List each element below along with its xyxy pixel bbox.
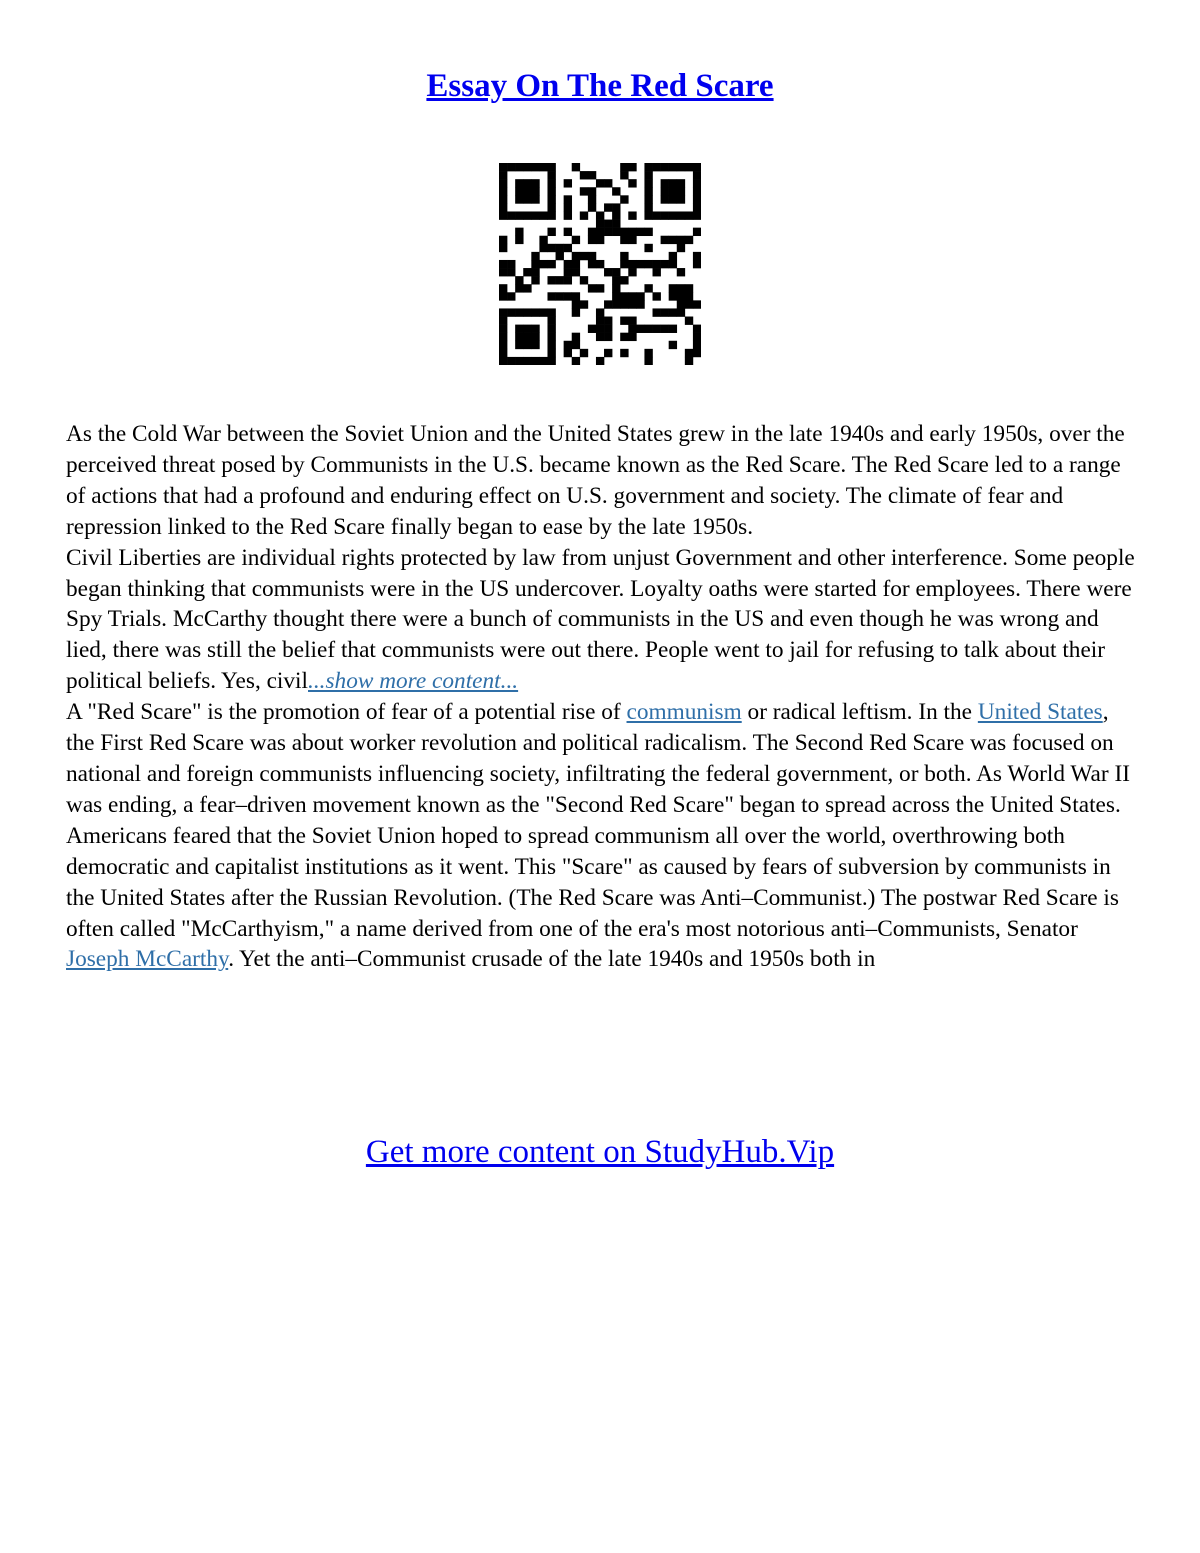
qr-code-graphic — [499, 163, 701, 365]
title-link[interactable]: Essay On The Red Scare — [426, 68, 774, 104]
studyhub-link[interactable]: Get more content on StudyHub.Vip — [365, 1134, 835, 1170]
show-more-link[interactable]: ...show more content... — [308, 668, 519, 695]
united-states-link[interactable]: United States — [977, 699, 1103, 726]
footer — [0, 1130, 1200, 1174]
paragraph-red-scare-part-4: . Yet the anti–Communist crusade of the late 1940s and 1950s both in — [228, 946, 876, 973]
paragraph-red-scare-part-3: , the First Red Scare was about worker revolution and political radicalism. The Second Red Scare was focused on national and foreign communists influencing society, infiltrating the federal government, or both. As World War II was ending, a fear–driven movement known as the "Second Red Scare" began to spread across the United States. Americans feared that the Soviet Union hoped to spread communism all over the world, overthrowing both democratic and capitalist institutions as it went. This "Scare" as caused by fears of subversion by communists in the United States after the Russian Revolution. (The Red Scare was Anti–Communist.) The postwar Red Scare is often called "McCarthyism," a name derived from one of the era's most notorious anti–Communists, Senator — [66, 699, 1130, 942]
joseph-mccarthy-link[interactable]: Joseph McCarthy — [66, 946, 229, 973]
paragraph-civil-liberties — [66, 543, 1138, 698]
paragraph-intro: As the Cold War between the Soviet Union and the United States grew in the late 1940s and early 1950s, over the perceived threat posed by Communists in the U.S. became known as the Red Scare. The Red Scare led to a range of actions that had a profound and enduring effect on U.S. government and society. The climate of fear and repression linked to the Red Scare finally began to ease by the late 1950s. — [66, 421, 1125, 540]
paragraph-civil-liberties-text: Civil Liberties are individual rights protected by law from unjust Government and other interference. Some people began thinking that communists were in the US undercover. Loyalty oaths were started for employees. There were Spy Trials. McCarthy thought there were a bunch of communists in the US and even though he was wrong and lied, there was still the belief that communists were out there. People went to jail for refusing to talk about their political beliefs. Yes, civil — [66, 544, 1135, 695]
qr-code-icon — [499, 163, 701, 365]
document-title — [0, 64, 1200, 108]
paragraph-red-scare — [66, 697, 1138, 975]
communism-link[interactable]: communism — [626, 699, 742, 726]
essay-body — [66, 419, 1138, 975]
paragraph-red-scare-part-1: A "Red Scare" is the promotion of fear of a potential rise of — [66, 699, 627, 726]
paragraph-red-scare-part-2: or radical leftism. In the — [741, 699, 978, 726]
